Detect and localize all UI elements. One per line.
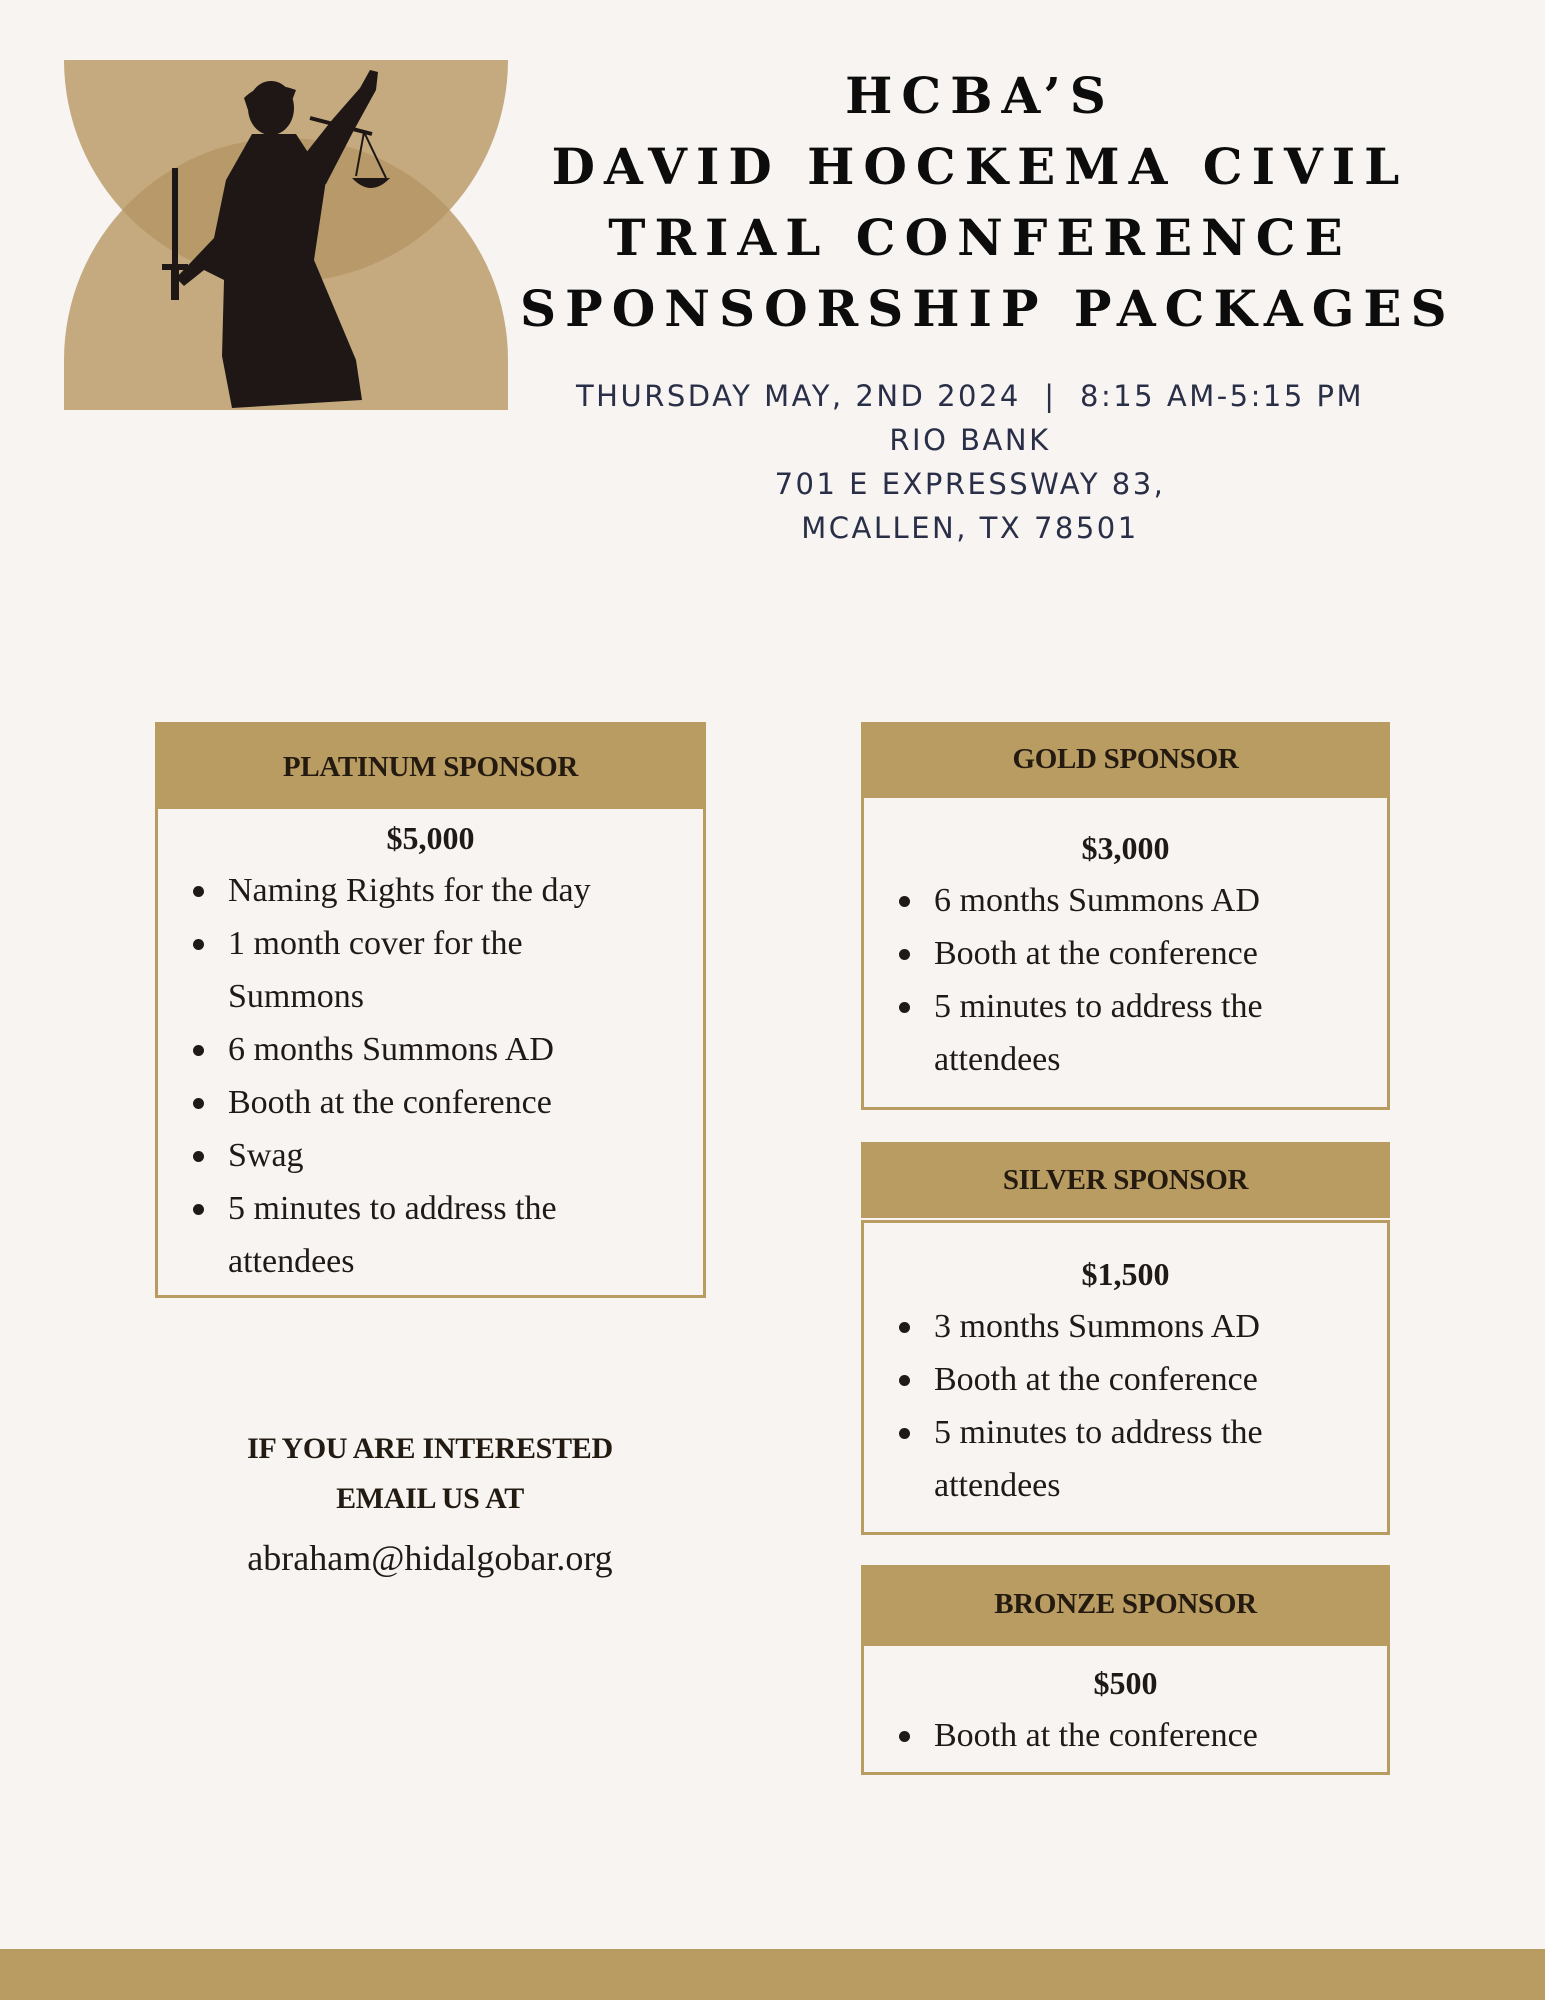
benefit-item: 5 minutes to address the attendees	[158, 1182, 678, 1288]
event-date-time: THURSDAY MAY, 2ND 2024 | 8:15 AM-5:15 PM	[575, 379, 1365, 413]
benefit-item: Booth at the conference	[864, 1709, 1387, 1762]
benefit-item: Booth at the conference	[864, 927, 1387, 980]
contact-email-link[interactable]: abraham@hidalgobar.org	[247, 1538, 613, 1578]
contact-line-1: IF YOU ARE INTERESTED	[247, 1432, 613, 1465]
silver-sponsor-title: SILVER SPONSOR	[1002, 1163, 1249, 1196]
silver-price: $1,500	[1081, 1256, 1170, 1292]
event-address-line1: 701 E EXPRESSWAY 83,	[774, 467, 1166, 501]
contact-line-2: EMAIL US AT	[336, 1482, 524, 1515]
gold-price: $3,000	[1081, 830, 1170, 866]
silver-sponsor-header	[861, 1142, 1390, 1218]
event-venue: RIO BANK	[889, 423, 1051, 457]
platinum-sponsor-header	[155, 722, 706, 809]
benefit-item: 5 minutes to address the attendees	[864, 1406, 1387, 1512]
page-title	[520, 60, 1456, 344]
footer-bar	[0, 1949, 1545, 2000]
benefit-item: 6 months Summons AD	[864, 874, 1387, 927]
benefit-item: Booth at the conference	[864, 1353, 1387, 1406]
gold-benefits-list	[864, 874, 1387, 1086]
benefit-item: 1 month cover for the Summons	[158, 917, 678, 1023]
contact-section	[150, 1424, 710, 1588]
lady-justice-logo	[64, 60, 508, 410]
silver-benefits-list	[864, 1300, 1387, 1512]
event-details	[520, 374, 1420, 550]
bronze-sponsor-title: BRONZE SPONSOR	[994, 1588, 1257, 1620]
title-line: HCBA’S	[845, 66, 1115, 125]
platinum-sponsor-title: PLATINUM SPONSOR	[282, 751, 579, 783]
bronze-benefits-list	[864, 1709, 1387, 1762]
event-address-line2: MCALLEN, TX 78501	[801, 511, 1139, 545]
gold-sponsor-title: GOLD SPONSOR	[1012, 743, 1239, 775]
title-line: TRIAL CONFERENCE	[608, 208, 1352, 267]
title-line: DAVID HOCKEMA CIVIL	[551, 137, 1409, 196]
bronze-price: $500	[1093, 1665, 1158, 1701]
bronze-sponsor-header	[861, 1565, 1390, 1644]
platinum-price: $5,000	[386, 820, 475, 856]
benefit-item: Swag	[158, 1129, 678, 1182]
benefit-item: 5 minutes to address the attendees	[864, 980, 1387, 1086]
benefit-item: Booth at the conference	[158, 1076, 678, 1129]
title-line: SPONSORSHIP PACKAGES	[520, 279, 1456, 338]
platinum-benefits-list	[158, 864, 678, 1288]
benefit-item: 3 months Summons AD	[864, 1300, 1387, 1353]
benefit-item: 6 months Summons AD	[158, 1023, 678, 1076]
benefit-item: Naming Rights for the day	[158, 864, 678, 917]
gold-sponsor-header	[861, 722, 1390, 797]
